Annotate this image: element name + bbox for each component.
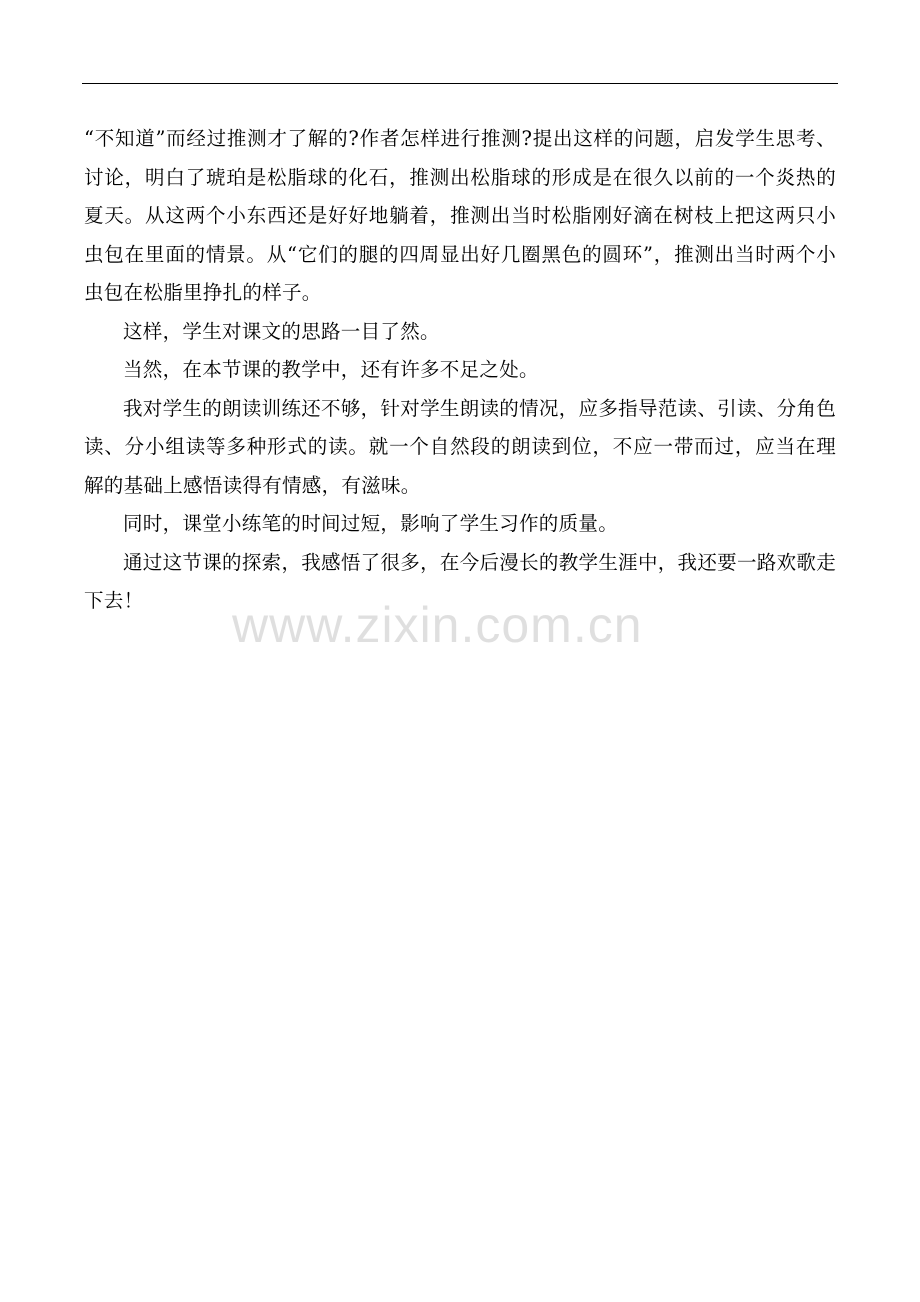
watermark: www.zixin.com.cn [232,597,643,653]
paragraph: 同时，课堂小练笔的时间过短，影响了学生习作的质量。 [123,512,619,535]
paragraph-continued: “不知道”而经过推测才了解的?作者怎样进行推测?提出这样的问题，启发学生思考、讨论，明白了琥珀是松脂球的化石，推测出松脂球的形成是在很久以前的一个炎热的夏天。从这两个小东西还是好好地躺着，推测出当时松脂刚好滴在树枝上把这两只小虫包在里面的情景。从“它们的腿的四周显出好几圈黑色的圆环”，推测出当时两个小虫包在松脂里挣扎的样子。 [84,127,836,304]
paragraph: 当然，在本节课的教学中，还有许多不足之处。 [123,358,539,381]
header-rule [82,83,838,84]
paragraph: 通过这节课的探索，我感悟了很多，在今后漫长的教学生涯中，我还要一路欢歌走下去！ [84,550,836,612]
document-body [84,120,836,621]
paragraph: 我对学生的朗读训练还不够，针对学生朗读的情况，应多指导范读、引读、分角色读、分小组读等多种形式的读。就一个自然段的朗读到位，不应一带而过，应当在理解的基础上感悟读得有情感，有滋味。 [84,396,836,497]
paragraph: 这样，学生对课文的思路一目了然。 [123,319,440,343]
